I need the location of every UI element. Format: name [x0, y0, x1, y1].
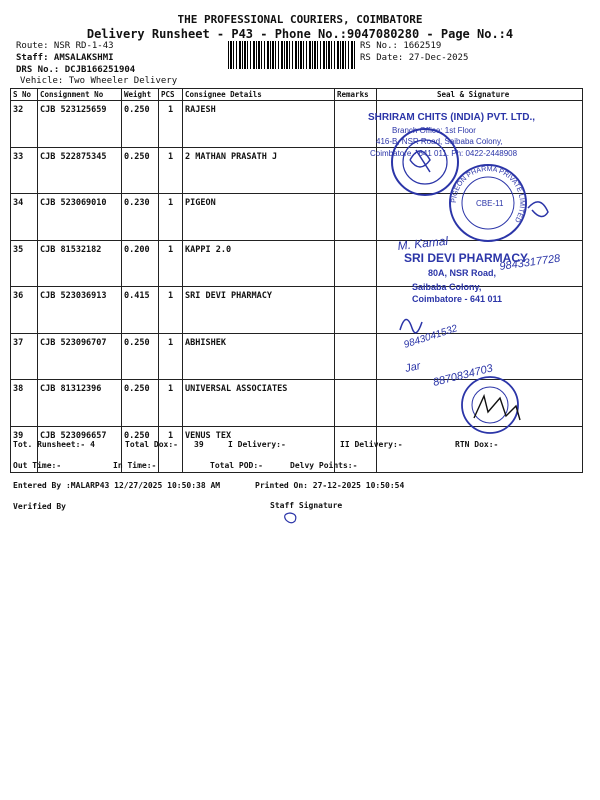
table-row — [11, 194, 583, 241]
cell-consignment: CJB 523069010 — [38, 194, 122, 241]
cell-consignment: CJB 81312396 — [38, 380, 122, 427]
runsheet-table — [10, 88, 583, 473]
shriram-line2: Branch Office: 1st Floor — [392, 126, 476, 135]
cell-seal — [377, 194, 583, 241]
cell-remarks — [335, 147, 377, 194]
cell-seal — [377, 333, 583, 380]
company-title: THE PROFESSIONAL COURIERS, COIMBATORE — [177, 13, 423, 26]
tot-runsheet: Tot. Runsheet:- 4 — [13, 440, 95, 449]
cell-consignee: SRI DEVI PHARMACY — [183, 287, 335, 334]
cell-consignment: CJB 522875345 — [38, 147, 122, 194]
cell-remarks — [335, 194, 377, 241]
table-row — [11, 287, 583, 334]
table-row — [11, 240, 583, 287]
hw-name: Jar — [404, 360, 422, 375]
cell-consignee: ABHISHEK — [183, 333, 335, 380]
entered-by: Entered By :MALARP43 12/27/2025 10:50:38 AM — [13, 481, 221, 490]
staff-signature-label: Staff Signature — [270, 501, 343, 510]
cell-consignment: CJB 523125659 — [38, 101, 122, 148]
cell-sno: 38 — [11, 380, 38, 427]
shriram-line4: Coimbatore - 641 011. Ph: 0422-2448908 — [370, 149, 518, 158]
cell-remarks — [335, 333, 377, 380]
cell-pcs: 1 — [159, 333, 183, 380]
pigeon-center: CBE-11 — [476, 199, 504, 208]
cell-weight: 0.250 — [122, 101, 159, 148]
cell-pcs: 1 — [159, 287, 183, 334]
shriram-line3: 416-B, NSR Road, Saibaba Colony, — [376, 137, 503, 146]
cell-consignee: UNIVERSAL ASSOCIATES — [183, 380, 335, 427]
cell-consignee: RAJESH — [183, 101, 335, 148]
cell-sno: 37 — [11, 333, 38, 380]
ii-delivery: II Delivery:- — [340, 440, 403, 449]
printed-on: Printed On: 27-12-2025 10:50:54 — [255, 481, 405, 490]
drs-number: DRS No.: DCJB166251904 — [16, 65, 136, 75]
total-dox-value: 39 — [194, 440, 204, 449]
cell-weight: 0.415 — [122, 287, 159, 334]
delvy-points: Delvy Points:- — [290, 461, 358, 470]
cell-consignee: KAPPI 2.0 — [183, 240, 335, 287]
cell-sno: 32 — [11, 101, 38, 148]
col-consignee: Consignee Details — [183, 89, 335, 101]
total-pod: Total POD:- — [210, 461, 263, 470]
pigeon-ring-text: PIGEON PHARMA PRIVATE LIMITED — [450, 165, 526, 224]
cell-seal — [377, 287, 583, 334]
total-dox-label: Total Dox:- — [125, 440, 178, 449]
cell-remarks — [335, 240, 377, 287]
cell-pcs: 1 — [159, 147, 183, 194]
cell-consignee: VENUS TEX — [183, 426, 335, 473]
out-time: Out Time:- — [13, 461, 62, 470]
cell-sno: 33 — [11, 147, 38, 194]
route: Route: NSR RD-1-43 — [16, 41, 114, 51]
cell-weight: 0.250 — [122, 380, 159, 427]
in-time: In Time:- — [113, 461, 157, 470]
col-sno: S No — [11, 89, 38, 101]
cell-remarks — [335, 380, 377, 427]
staff: Staff: AMSALAKSHMI — [16, 53, 114, 63]
table-row — [11, 101, 583, 148]
cell-seal — [377, 101, 583, 148]
table-header — [11, 89, 583, 101]
cell-sno: 35 — [11, 240, 38, 287]
cell-pcs: 1 — [159, 101, 183, 148]
staff-signature-scribble — [285, 513, 296, 523]
cell-consignee: 2 MATHAN PRASATH J — [183, 147, 335, 194]
cell-weight: 0.200 — [122, 240, 159, 287]
cell-sno: 36 — [11, 287, 38, 334]
col-seal: Seal & Signature — [377, 89, 583, 101]
rtn-dox: RTN Dox:- — [455, 440, 499, 449]
hw-kamal: M. Kamal — [396, 233, 449, 253]
cell-consignee: PIGEON — [183, 194, 335, 241]
barcode — [228, 41, 356, 69]
cell-consignment: CJB 523096657 — [38, 426, 122, 473]
cell-pcs: 1 — [159, 240, 183, 287]
runsheet-subtitle: Delivery Runsheet - P43 - Phone No.:9047080280 - Page No.:4 — [86, 27, 514, 41]
table-row — [11, 147, 583, 194]
i-delivery: I Delivery:- — [228, 440, 286, 449]
table-row — [11, 333, 583, 380]
table-row — [11, 380, 583, 427]
cell-seal — [377, 426, 583, 473]
sridevi-line1: SRI DEVI PHARMACY — [404, 251, 529, 265]
col-pcs: PCS — [159, 89, 183, 101]
cell-consignment: CJB 523036913 — [38, 287, 122, 334]
verified-by: Verified By — [13, 502, 66, 511]
cell-pcs: 1 — [159, 426, 183, 473]
cell-seal — [377, 147, 583, 194]
rs-date: RS Date: 27-Dec-2025 — [360, 53, 469, 63]
hw-phone1: 9843317728 — [498, 252, 562, 273]
cell-remarks — [335, 287, 377, 334]
cell-sno: 39 — [11, 426, 38, 473]
cell-consignment: CJB 81532182 — [38, 240, 122, 287]
cell-pcs: 1 — [159, 380, 183, 427]
cell-weight: 0.250 — [122, 333, 159, 380]
cell-consignment: CJB 523096707 — [38, 333, 122, 380]
col-consignment: Consignment No — [38, 89, 122, 101]
cell-weight: 0.250 — [122, 147, 159, 194]
col-remarks: Remarks — [335, 89, 377, 101]
col-weight: Weight — [122, 89, 159, 101]
sridevi-line4: Coimbatore - 641 011 — [412, 294, 503, 304]
cell-seal — [377, 380, 583, 427]
cell-weight: 0.250 — [122, 426, 159, 473]
cell-seal — [377, 240, 583, 287]
cell-weight: 0.230 — [122, 194, 159, 241]
sridevi-line3: Saibaba Colony, — [412, 282, 482, 292]
sridevi-line2: 80A, NSR Road, — [428, 268, 497, 278]
shriram-line1: SHRIRAM CHITS (INDIA) PVT. LTD., — [368, 112, 536, 123]
cell-remarks — [335, 101, 377, 148]
hw-phone2: 9843041532 — [402, 323, 459, 351]
rs-number: RS No.: 1662519 — [360, 41, 442, 51]
hw-phone3: 8870834703 — [431, 362, 495, 389]
cell-pcs: 1 — [159, 194, 183, 241]
vehicle: Vehicle: Two Wheeler Delivery — [20, 76, 178, 86]
cell-sno: 34 — [11, 194, 38, 241]
